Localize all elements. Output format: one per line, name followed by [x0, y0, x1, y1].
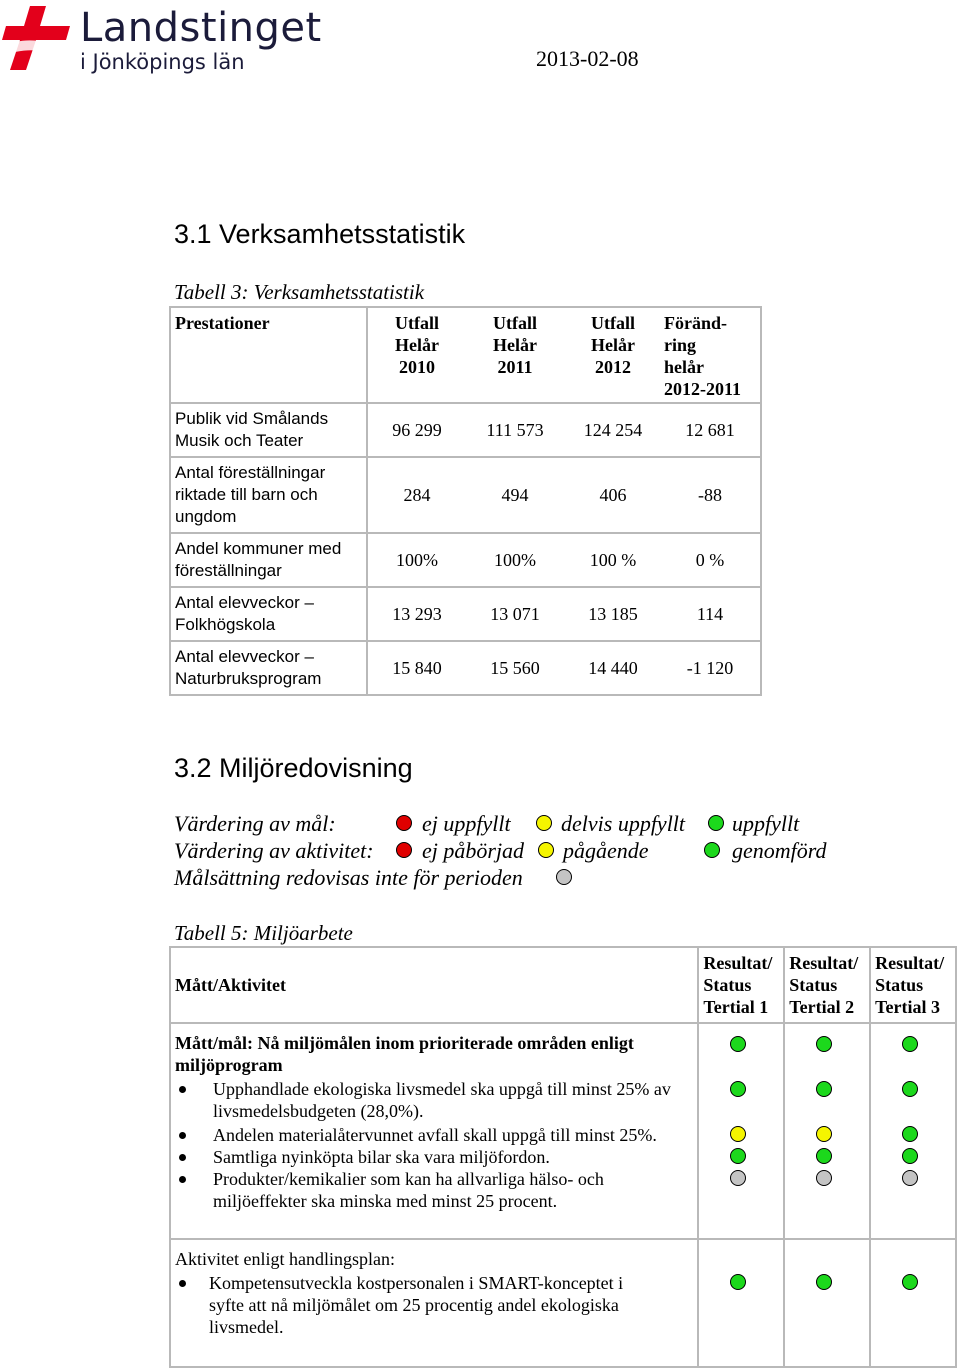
row-values [367, 641, 761, 695]
value-2012: 13 185 [588, 604, 638, 624]
org-logo [0, 0, 320, 80]
stats-row [170, 403, 761, 457]
header-line: 2010 [399, 357, 435, 377]
legend-activity-red: ej påbörjad [422, 838, 525, 863]
green-status-dot-icon [902, 1036, 918, 1052]
header-forandring [662, 312, 760, 400]
header-line: 2011 [497, 357, 533, 377]
legend-goal-red: ej uppfyllt [422, 811, 511, 836]
header-tertial-1 [698, 947, 784, 1023]
header-line: Utfall [493, 313, 537, 333]
list-item: Samtliga nyinköpta bilar ska vara miljöfordon. [175, 1146, 693, 1168]
row-values [367, 403, 761, 457]
header-line: Helår [493, 335, 537, 355]
goal-status-t2 [784, 1023, 870, 1239]
section-heading-stats: 3.1 Verksamhetsstatistik [174, 219, 466, 249]
yellow-status-dot-icon [816, 1126, 832, 1142]
value-2012: 406 [599, 485, 627, 505]
activity-title: Aktivitet enligt handlingsplan: [175, 1249, 395, 1269]
activity-status-t2 [784, 1239, 870, 1367]
stats-row [170, 587, 761, 641]
green-status-dot-icon [708, 815, 724, 831]
red-status-dot-icon [396, 842, 412, 858]
grey-status-dot-icon [902, 1170, 918, 1186]
legend-goal-green: uppfyllt [732, 811, 800, 836]
legend-activity-yellow: pågående [563, 838, 649, 863]
env-activity-row [170, 1239, 956, 1367]
green-status-dot-icon [816, 1081, 832, 1097]
row-label: Antal elevveckor – Naturbruksprogram [170, 641, 367, 695]
header-line: Status [875, 975, 924, 995]
green-status-dot-icon [704, 842, 720, 858]
header-prestationer: Prestationer [170, 307, 367, 403]
activity-status-t3 [870, 1239, 956, 1367]
value-change: 114 [696, 604, 724, 624]
header-tertial-3 [870, 947, 956, 1023]
goal-title: Mått/mål: Nå miljömålen inom prioriterade områden enligt miljöprogram [175, 1033, 634, 1075]
landstinget-logo-icon [0, 2, 72, 72]
header-line: 2012-2011 [664, 379, 742, 399]
green-status-dot-icon [730, 1148, 746, 1164]
header-utfall-2011 [466, 312, 564, 400]
green-status-dot-icon [816, 1274, 832, 1290]
env-header-row [170, 947, 956, 1023]
header-line: Föränd- [664, 313, 727, 333]
header-line: 2012 [595, 357, 631, 377]
row-label: Antal elevveckor – Folkhögskola [170, 587, 367, 641]
green-status-dot-icon [730, 1081, 746, 1097]
value-2010: 13 293 [392, 604, 442, 624]
green-status-dot-icon [902, 1274, 918, 1290]
header-matt-aktivitet: Mått/Aktivitet [170, 947, 698, 1023]
value-2011: 100% [494, 550, 536, 570]
goal-cell [170, 1023, 698, 1239]
header-utfall-2012 [564, 312, 662, 400]
section-heading-env: 3.2 Miljöredovisning [174, 753, 413, 783]
value-2011: 494 [501, 485, 529, 505]
header-line: Tertial 1 [703, 997, 769, 1017]
header-line: Resultat/ [703, 953, 773, 973]
row-label: Antal föreställningar riktade till barn och ungdom [170, 457, 367, 533]
yellow-status-dot-icon [538, 842, 554, 858]
goal-bullets [175, 1078, 693, 1212]
value-2010: 96 299 [392, 420, 442, 440]
document-date: 2013-02-08 [536, 46, 639, 71]
value-2011: 15 560 [490, 658, 540, 678]
goal-status-t1 [698, 1023, 784, 1239]
header-utfall-2010 [368, 312, 466, 400]
legend-activity-label: Värdering av aktivitet: [174, 838, 374, 863]
green-status-dot-icon [816, 1036, 832, 1052]
stats-row [170, 457, 761, 533]
header-line: Status [789, 975, 838, 995]
yellow-status-dot-icon [536, 815, 552, 831]
grey-status-dot-icon [816, 1170, 832, 1186]
value-2012: 14 440 [588, 658, 638, 678]
goal-status-t3 [870, 1023, 956, 1239]
stats-header-row [170, 307, 761, 403]
header-line: Resultat/ [789, 953, 859, 973]
header-line: Tertial 3 [875, 997, 940, 1017]
value-2010: 100% [396, 550, 438, 570]
org-name: Landstinget [80, 5, 322, 51]
header-line: Tertial 2 [789, 997, 855, 1017]
row-values [367, 587, 761, 641]
green-status-dot-icon [902, 1126, 918, 1142]
green-status-dot-icon [730, 1036, 746, 1052]
list-item: Upphandlade ekologiska livsmedel ska uppgå till minst 25% av livsmedelsbudgeten (28,0%). [175, 1078, 693, 1122]
value-2011: 13 071 [490, 604, 540, 624]
header-tertial-2 [784, 947, 870, 1023]
table-caption-stats: Tabell 3: Verksamhetsstatistik [174, 280, 425, 304]
row-values [367, 533, 761, 587]
list-item: Produkter/kemikalier som kan ha allvarliga hälso- och miljöeffekter ska minska med minst 25 procent. [175, 1168, 693, 1212]
header-line: Helår [395, 335, 439, 355]
yellow-status-dot-icon [730, 1126, 746, 1142]
stats-row [170, 641, 761, 695]
activity-bullets [175, 1272, 693, 1338]
activity-status-t1 [698, 1239, 784, 1367]
header-line: Status [703, 975, 752, 995]
row-label: Andel kommuner med föreställningar [170, 533, 367, 587]
stats-table [169, 306, 762, 696]
header-line: ring [664, 335, 697, 355]
table-caption-env: Tabell 5: Miljöarbete [174, 921, 353, 945]
list-item: Kompetensutveckla kostpersonalen i SMART-konceptet i syfte att nå miljömålet om 25 procentig andel ekologiska livsmedel. [175, 1272, 633, 1338]
red-status-dot-icon [396, 815, 412, 831]
list-item: Andelen materialåtervunnet avfall skall uppgå till minst 25%. [175, 1124, 693, 1146]
row-values [367, 457, 761, 533]
value-change: 0 % [695, 550, 725, 570]
value-change: -88 [698, 485, 722, 505]
value-2010: 284 [403, 485, 431, 505]
legend-goal-yellow: delvis uppfyllt [561, 811, 686, 836]
stats-row [170, 533, 761, 587]
header-line: Utfall [591, 313, 635, 333]
green-status-dot-icon [730, 1274, 746, 1290]
green-status-dot-icon [902, 1081, 918, 1097]
header-line: Resultat/ [875, 953, 945, 973]
value-change: -1 120 [686, 658, 734, 678]
activity-cell [170, 1239, 698, 1367]
legend-activity-green: genomförd [732, 838, 827, 863]
environment-table [169, 946, 957, 1368]
grey-status-dot-icon [730, 1170, 746, 1186]
value-2011: 111 573 [486, 420, 544, 440]
value-2012: 100 % [589, 550, 637, 570]
green-status-dot-icon [816, 1148, 832, 1164]
env-goal-row [170, 1023, 956, 1239]
org-subtitle: i Jönköpings län [80, 50, 245, 74]
value-2010: 15 840 [392, 658, 442, 678]
row-label: Publik vid Smålands Musik och Teater [170, 403, 367, 457]
header-line: Helår [591, 335, 635, 355]
legend-goal-label: Värdering av mål: [174, 811, 336, 836]
green-status-dot-icon [902, 1148, 918, 1164]
legend-not-reported: Målsättning redovisas inte för perioden [174, 865, 523, 890]
header-line: helår [664, 357, 704, 377]
grey-status-dot-icon [556, 869, 572, 885]
header-line: Utfall [395, 313, 439, 333]
header-col-group [367, 307, 761, 403]
value-change: 12 681 [685, 420, 735, 440]
value-2012: 124 254 [583, 420, 643, 440]
